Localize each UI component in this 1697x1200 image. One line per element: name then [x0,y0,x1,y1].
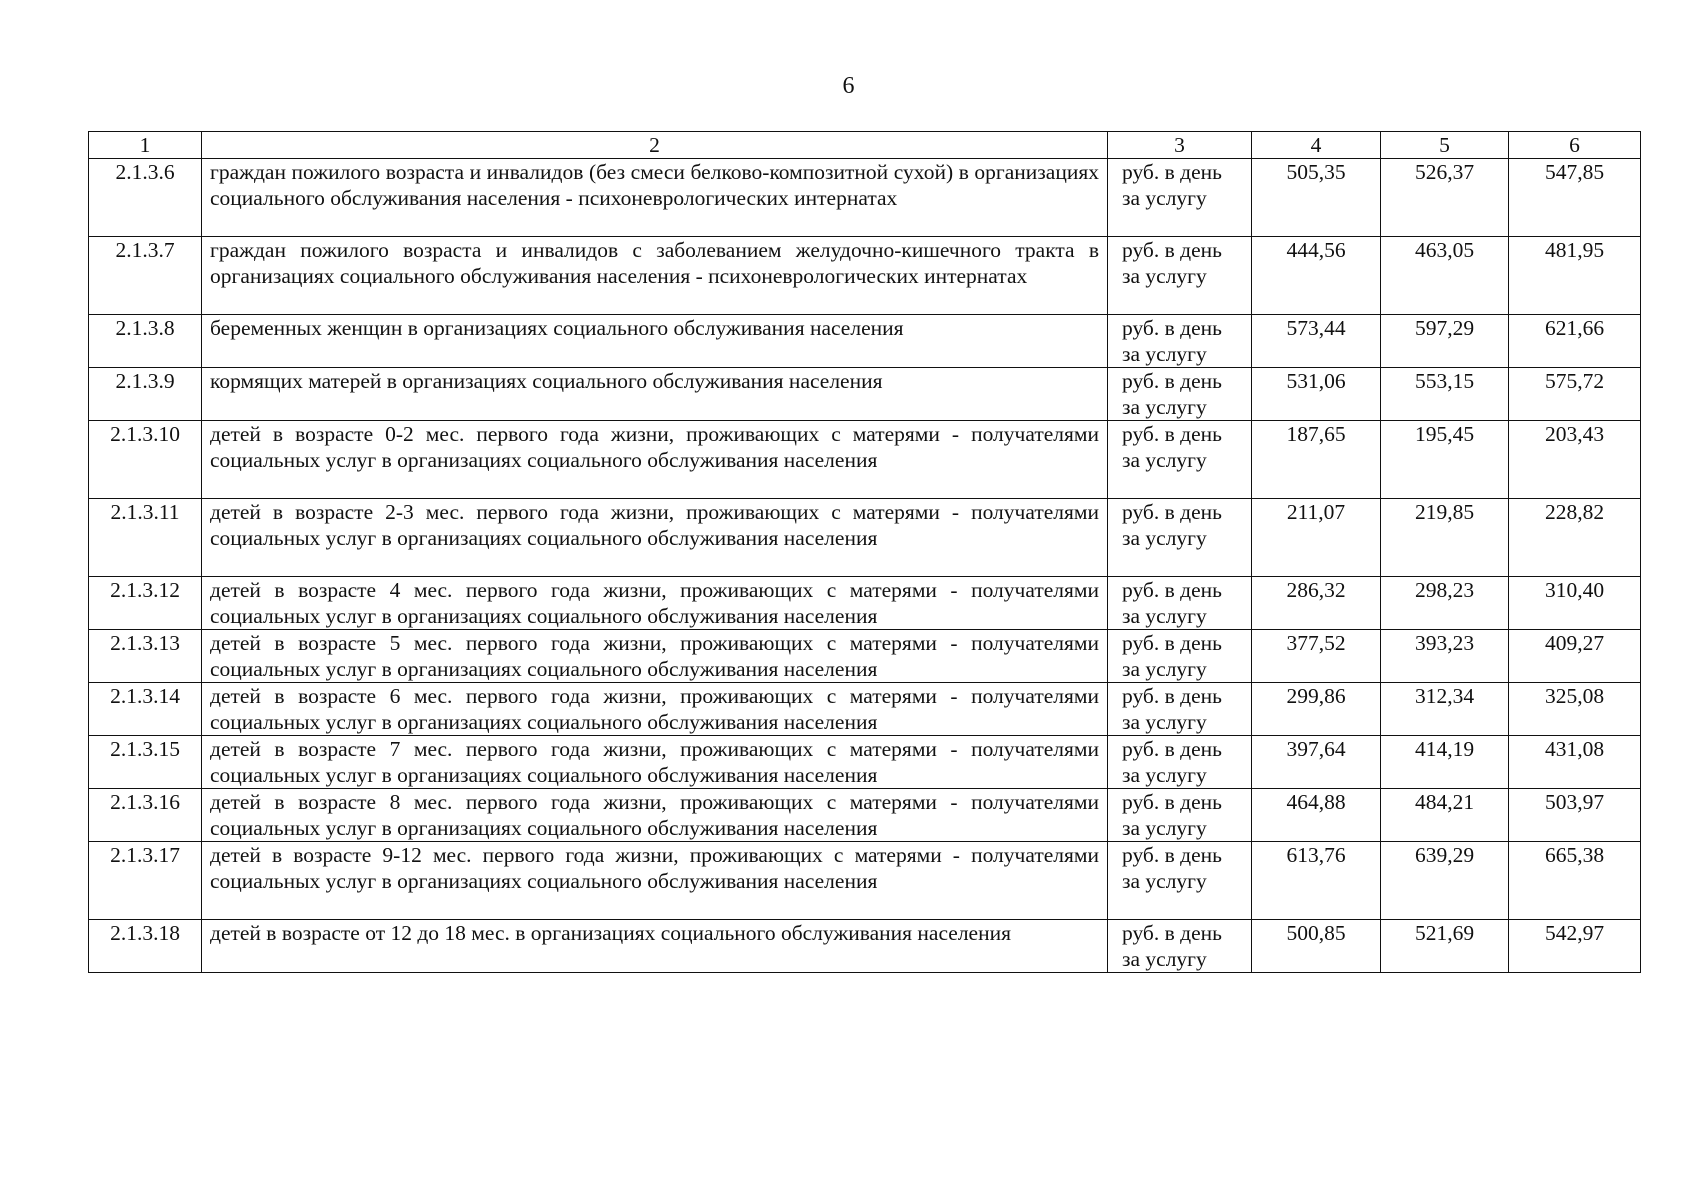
row-unit: руб. в день за услугу [1108,315,1252,368]
row-value-6: 409,27 [1509,630,1641,683]
table-row [89,315,1641,368]
row-value-5: 219,85 [1381,499,1509,577]
header-cell-3: 3 [1108,132,1252,159]
row-unit: руб. в день за услугу [1108,368,1252,421]
row-value-4: 211,07 [1252,499,1381,577]
table-row [89,630,1641,683]
row-unit: руб. в день за услугу [1108,736,1252,789]
row-value-5: 312,34 [1381,683,1509,736]
row-value-6: 547,85 [1509,159,1641,237]
row-description: кормящих матерей в организациях социального обслуживания населения [202,368,1108,421]
table-header-row [89,132,1641,159]
row-value-5: 597,29 [1381,315,1509,368]
row-value-6: 575,72 [1509,368,1641,421]
row-unit: руб. в день за услугу [1108,789,1252,842]
row-unit: руб. в день за услугу [1108,920,1252,973]
row-description: детей в возрасте 2-3 мес. первого года жизни, проживающих с матерями - получателями социальных услуг в организациях социального обслуживания населения [202,499,1108,577]
row-description: граждан пожилого возраста и инвалидов с заболеванием желудочно-кишечного тракта в организациях социального обслуживания населения - психоневрологических интернатах [202,237,1108,315]
row-value-5: 484,21 [1381,789,1509,842]
table-body [89,132,1641,973]
header-cell-4: 4 [1252,132,1381,159]
row-description: детей в возрасте 7 мес. первого года жизни, проживающих с матерями - получателями социальных услуг в организациях социального обслуживания населения [202,736,1108,789]
row-unit: руб. в день за услугу [1108,159,1252,237]
row-code: 2.1.3.9 [89,368,202,421]
row-code: 2.1.3.11 [89,499,202,577]
row-value-5: 195,45 [1381,421,1509,499]
row-value-4: 444,56 [1252,237,1381,315]
table-row [89,368,1641,421]
row-value-4: 299,86 [1252,683,1381,736]
header-cell-6: 6 [1509,132,1641,159]
table-row [89,421,1641,499]
row-description: детей в возрасте от 12 до 18 мес. в организациях социального обслуживания населения [202,920,1108,973]
row-value-5: 298,23 [1381,577,1509,630]
row-value-4: 187,65 [1252,421,1381,499]
row-value-4: 286,32 [1252,577,1381,630]
row-code: 2.1.3.13 [89,630,202,683]
row-description: детей в возрасте 9-12 мес. первого года жизни, проживающих с матерями - получателями социальных услуг в организациях социального обслуживания населения [202,842,1108,920]
row-value-4: 505,35 [1252,159,1381,237]
row-value-6: 481,95 [1509,237,1641,315]
row-value-5: 639,29 [1381,842,1509,920]
row-description: детей в возрасте 5 мес. первого года жизни, проживающих с матерями - получателями социальных услуг в организациях социального обслуживания населения [202,630,1108,683]
row-value-4: 377,52 [1252,630,1381,683]
row-value-4: 397,64 [1252,736,1381,789]
header-cell-1: 1 [89,132,202,159]
row-unit: руб. в день за услугу [1108,499,1252,577]
row-value-5: 414,19 [1381,736,1509,789]
table-row [89,683,1641,736]
row-code: 2.1.3.6 [89,159,202,237]
table-row [89,736,1641,789]
row-code: 2.1.3.12 [89,577,202,630]
row-unit: руб. в день за услугу [1108,421,1252,499]
row-unit: руб. в день за услугу [1108,237,1252,315]
row-value-6: 665,38 [1509,842,1641,920]
row-code: 2.1.3.15 [89,736,202,789]
row-code: 2.1.3.17 [89,842,202,920]
row-unit: руб. в день за услугу [1108,842,1252,920]
row-value-6: 503,97 [1509,789,1641,842]
row-value-6: 542,97 [1509,920,1641,973]
row-value-6: 431,08 [1509,736,1641,789]
header-cell-5: 5 [1381,132,1509,159]
table-row [89,499,1641,577]
row-code: 2.1.3.18 [89,920,202,973]
row-unit: руб. в день за услугу [1108,630,1252,683]
row-description: граждан пожилого возраста и инвалидов (без смеси белково-композитной сухой) в организациях социального обслуживания населения - психоневрологических интернатах [202,159,1108,237]
row-value-4: 464,88 [1252,789,1381,842]
row-code: 2.1.3.8 [89,315,202,368]
row-value-4: 613,76 [1252,842,1381,920]
table-row [89,789,1641,842]
table-row [89,577,1641,630]
header-cell-2: 2 [202,132,1108,159]
row-unit: руб. в день за услугу [1108,683,1252,736]
row-value-5: 393,23 [1381,630,1509,683]
row-description: детей в возрасте 4 мес. первого года жизни, проживающих с матерями - получателями социальных услуг в организациях социального обслуживания населения [202,577,1108,630]
row-value-4: 500,85 [1252,920,1381,973]
row-value-6: 228,82 [1509,499,1641,577]
row-description: детей в возрасте 0-2 мес. первого года жизни, проживающих с матерями - получателями социальных услуг в организациях социального обслуживания населения [202,421,1108,499]
row-value-6: 325,08 [1509,683,1641,736]
row-description: детей в возрасте 6 мес. первого года жизни, проживающих с матерями - получателями социальных услуг в организациях социального обслуживания населения [202,683,1108,736]
row-description: детей в возрасте 8 мес. первого года жизни, проживающих с матерями - получателями социальных услуг в организациях социального обслуживания населения [202,789,1108,842]
table-row [89,920,1641,973]
row-code: 2.1.3.7 [89,237,202,315]
row-value-4: 531,06 [1252,368,1381,421]
row-value-6: 621,66 [1509,315,1641,368]
table-row [89,842,1641,920]
row-description: беременных женщин в организациях социального обслуживания населения [202,315,1108,368]
tariff-table [88,131,1641,973]
row-unit: руб. в день за услугу [1108,577,1252,630]
row-value-6: 203,43 [1509,421,1641,499]
row-value-5: 526,37 [1381,159,1509,237]
table-row [89,159,1641,237]
row-code: 2.1.3.16 [89,789,202,842]
row-code: 2.1.3.14 [89,683,202,736]
table-row [89,237,1641,315]
row-code: 2.1.3.10 [89,421,202,499]
page-number: 6 [842,73,855,99]
row-value-6: 310,40 [1509,577,1641,630]
row-value-5: 463,05 [1381,237,1509,315]
row-value-4: 573,44 [1252,315,1381,368]
row-value-5: 521,69 [1381,920,1509,973]
row-value-5: 553,15 [1381,368,1509,421]
